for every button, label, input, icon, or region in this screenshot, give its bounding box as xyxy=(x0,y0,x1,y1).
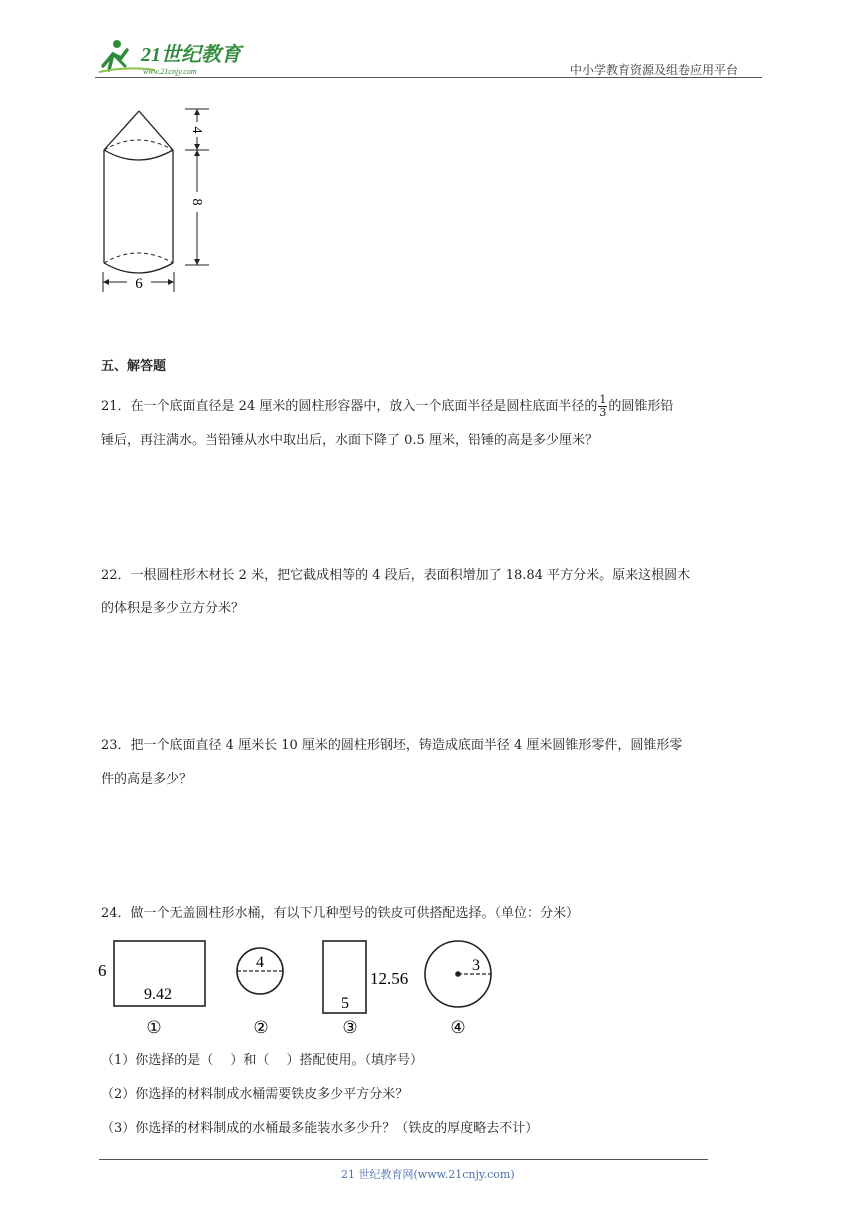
logo-text: 21世纪教育 xyxy=(141,44,241,66)
shape-3-side-label: 12.56 xyxy=(370,969,409,988)
footer-divider xyxy=(99,1159,708,1160)
shape-2-number: ② xyxy=(253,1018,269,1037)
shape-2-circle xyxy=(237,948,283,1037)
question-24-sub1: （1）你选择的是（ ）和（ ）搭配使用。（填序号） xyxy=(101,1053,424,1068)
section-title: 五、解答题 xyxy=(101,359,167,374)
header-platform-text: 中小学教育资源及组卷应用平台 xyxy=(570,63,739,77)
question-21-line2: 锤后，再注满水。当铅锤从水中取出后，水面下降了 0.5 厘米，铅锤的高是多少厘米？ xyxy=(101,433,598,448)
shape-4-label: 3 xyxy=(472,957,480,974)
question-24-sub2: （2）你选择的材料制成水桶需要铁皮多少平方分米？ xyxy=(101,1087,409,1102)
question-24-sub3: （3）你选择的材料制成的水桶最多能装水多少升？（铁皮的厚度略去不计） xyxy=(101,1121,539,1136)
shape-4-number: ④ xyxy=(450,1018,466,1037)
shape-4-circle xyxy=(425,941,491,1037)
site-logo xyxy=(95,36,265,78)
question-22-line2: 的体积是多少立方分米？ xyxy=(101,601,245,616)
iron-sheet-shapes xyxy=(94,936,504,1046)
fraction-one-third xyxy=(598,394,607,419)
question-24-line1: 24．做一个无盖圆柱形水桶，有以下几种型号的铁皮可供搭配选择。（单位：分米） xyxy=(101,906,580,921)
shape-1-bottom-label: 9.42 xyxy=(144,986,172,1003)
question-23-line2: 件的高是多少？ xyxy=(101,772,193,787)
question-21-text-b: 的圆锥形铅 xyxy=(608,399,674,414)
question-23-line1: 23．把一个底面直径 4 厘米长 10 厘米的圆柱形钢坯，铸造成底面半径 4 厘米圆锥形零件，圆锥形零 xyxy=(101,738,683,753)
height-label-8: 8 xyxy=(189,198,204,206)
logo-url-text: www.21cnjy.com xyxy=(143,67,197,76)
shape-2-label: 4 xyxy=(256,954,264,971)
question-21-line1 xyxy=(101,394,673,419)
height-label-4: 4 xyxy=(189,126,204,134)
cone-cylinder-figure xyxy=(95,100,225,300)
diameter-label-6: 6 xyxy=(135,276,143,292)
shape-3-rectangle xyxy=(323,941,408,1037)
fraction-numerator: 1 xyxy=(599,393,607,406)
header-divider xyxy=(95,77,762,78)
question-21-text-a: 21．在一个底面直径是 24 厘米的圆柱形容器中，放入一个底面半径是圆柱底面半径的 xyxy=(101,399,598,414)
question-22-line1: 22．一根圆柱形木材长 2 米，把它截成相等的 4 段后，表面积增加了 18.84 平方分米。原来这根圆木 xyxy=(101,568,691,583)
fraction-denominator: 3 xyxy=(599,406,607,419)
shape-3-bottom-label: 5 xyxy=(341,995,349,1012)
shape-1-side-label: 6 xyxy=(98,961,107,980)
shape-1-rectangle xyxy=(98,941,205,1037)
shape-1-number: ① xyxy=(146,1018,162,1037)
shape-3-number: ③ xyxy=(342,1018,358,1037)
footer-link[interactable]: 21 世纪教育网(www.21cnjy.com) xyxy=(341,1168,515,1181)
